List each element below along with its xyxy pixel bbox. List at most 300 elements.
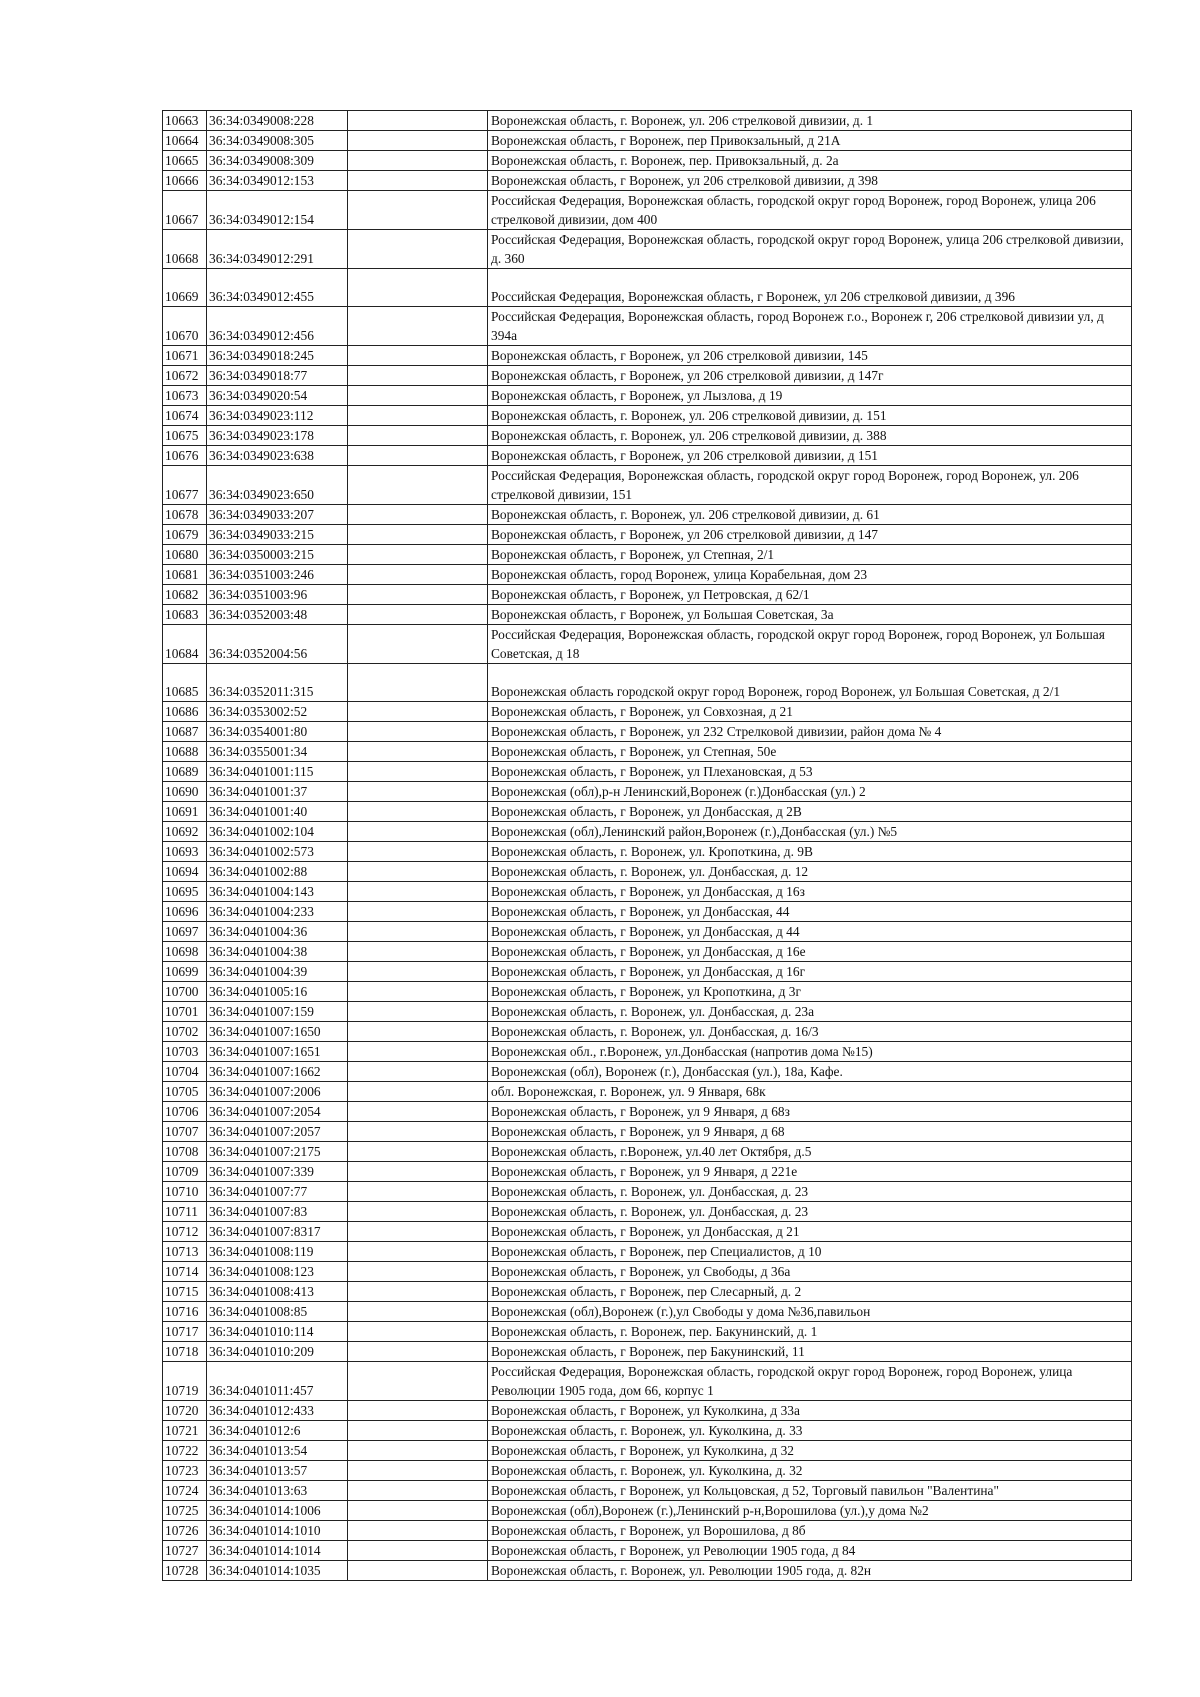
empty-cell [348,902,488,922]
empty-cell [348,1062,488,1082]
empty-cell [348,822,488,842]
empty-cell [348,406,488,426]
row-number: 10707 [163,1122,207,1142]
table-row [163,1222,1132,1242]
address: Воронежская (обл),Ленинский район,Воронеж (г.),Донбасская (ул.) №5 [488,822,1132,842]
cadastral-number: 36:34:0401008:119 [207,1242,348,1262]
table-row [163,922,1132,942]
empty-cell [348,782,488,802]
cadastral-number: 36:34:0349020:54 [207,386,348,406]
address: Воронежская область, г Воронеж, ул Большая Советская, 3а [488,605,1132,625]
empty-cell [348,565,488,585]
cadastral-number: 36:34:0401011:457 [207,1362,348,1401]
address: Воронежская область, г. Воронеж, пер. Привокзальный, д. 2а [488,151,1132,171]
address: Воронежская область, г. Воронеж, ул. 206 стрелковой дивизии, д. 388 [488,426,1132,446]
empty-cell [348,802,488,822]
empty-cell [348,1282,488,1302]
row-number: 10665 [163,151,207,171]
table-row [163,1561,1132,1581]
table-row [163,386,1132,406]
row-number: 10694 [163,862,207,882]
row-number: 10671 [163,346,207,366]
empty-cell [348,505,488,525]
address: Воронежская область, г Воронеж, пер Бакунинский, 11 [488,1342,1132,1362]
cadastral-number: 36:34:0401004:143 [207,882,348,902]
empty-cell [348,962,488,982]
row-number: 10692 [163,822,207,842]
row-number: 10722 [163,1441,207,1461]
cadastral-number: 36:34:0349033:215 [207,525,348,545]
cadastral-number: 36:34:0352003:48 [207,605,348,625]
registry-table [162,110,1132,1581]
row-number: 10705 [163,1082,207,1102]
address: Воронежская область, г Воронеж, пер Специалистов, д 10 [488,1242,1132,1262]
table-row [163,762,1132,782]
row-number: 10684 [163,625,207,664]
address: Воронежская область, г Воронеж, ул Кольцовская, д 52, Торговый павильон "Валентина" [488,1481,1132,1501]
row-number: 10719 [163,1362,207,1401]
table-row [163,1042,1132,1062]
empty-cell [348,1322,488,1342]
table-row [163,742,1132,762]
empty-cell [348,171,488,191]
cadastral-number: 36:34:0349008:305 [207,131,348,151]
cadastral-number: 36:34:0349008:228 [207,111,348,131]
row-number: 10709 [163,1162,207,1182]
cadastral-number: 36:34:0401013:63 [207,1481,348,1501]
cadastral-number: 36:34:0349012:291 [207,230,348,269]
address: Российская Федерация, Воронежская область, городской округ город Воронеж, город Воронеж, ул Большая Советская, д 18 [488,625,1132,664]
row-number: 10681 [163,565,207,585]
table-row [163,962,1132,982]
address: Воронежская область, г.Воронеж, ул.40 лет Октября, д.5 [488,1142,1132,1162]
empty-cell [348,1162,488,1182]
table-row [163,862,1132,882]
address: Воронежская область, г Воронеж, ул 9 Января, д 68з [488,1102,1132,1122]
table-row [163,230,1132,269]
row-number: 10724 [163,1481,207,1501]
table-row [163,722,1132,742]
cadastral-number: 36:34:0349023:178 [207,426,348,446]
row-number: 10697 [163,922,207,942]
address: Воронежская область, г. Воронеж, ул. Куколкина, д. 33 [488,1421,1132,1441]
cadastral-number: 36:34:0401008:123 [207,1262,348,1282]
row-number: 10708 [163,1142,207,1162]
cadastral-number: 36:34:0350003:215 [207,545,348,565]
address: Воронежская область, г Воронеж, ул 206 стрелковой дивизии, д 151 [488,446,1132,466]
address: Российская Федерация, Воронежская область, городской округ город Воронеж, город Воронеж, улица 206 стрелковой дивизии, дом 400 [488,191,1132,230]
table-row [163,842,1132,862]
cadastral-number: 36:34:0401001:115 [207,762,348,782]
address: Воронежская область, г. Воронеж, ул. 206 стрелковой дивизии, д. 151 [488,406,1132,426]
table-row [163,426,1132,446]
row-number: 10666 [163,171,207,191]
table-row [163,1162,1132,1182]
empty-cell [348,1441,488,1461]
cadastral-number: 36:34:0349008:309 [207,151,348,171]
empty-cell [348,191,488,230]
table-row [163,982,1132,1002]
table-row [163,585,1132,605]
table-row [163,1401,1132,1421]
address: Воронежская область, г. Воронеж, ул. 206 стрелковой дивизии, д. 1 [488,111,1132,131]
table-row [163,1342,1132,1362]
empty-cell [348,386,488,406]
cadastral-number: 36:34:0352011:315 [207,664,348,702]
empty-cell [348,525,488,545]
table-row [163,1461,1132,1481]
row-number: 10686 [163,702,207,722]
table-row [163,565,1132,585]
empty-cell [348,942,488,962]
cadastral-number: 36:34:0353002:52 [207,702,348,722]
table-row [163,1421,1132,1441]
row-number: 10725 [163,1501,207,1521]
cadastral-number: 36:34:0401007:2175 [207,1142,348,1162]
cadastral-number: 36:34:0401007:339 [207,1162,348,1182]
table-row [163,802,1132,822]
empty-cell [348,1122,488,1142]
row-number: 10680 [163,545,207,565]
address: Воронежская область, г. Воронеж, ул. Донбасская, д. 23 [488,1202,1132,1222]
address: Воронежская область, г. Воронеж, ул. Революции 1905 года, д. 82н [488,1561,1132,1581]
row-number: 10696 [163,902,207,922]
address: Воронежская область, г Воронеж, ул 206 стрелковой дивизии, д 147 [488,525,1132,545]
row-number: 10677 [163,466,207,505]
table-row [163,902,1132,922]
row-number: 10714 [163,1262,207,1282]
empty-cell [348,1202,488,1222]
empty-cell [348,1342,488,1362]
row-number: 10669 [163,269,207,307]
empty-cell [348,1222,488,1242]
empty-cell [348,426,488,446]
table-row [163,1102,1132,1122]
address: Воронежская (обл),р-н Ленинский,Воронеж (г.)Донбасская (ул.) 2 [488,782,1132,802]
empty-cell [348,545,488,565]
cadastral-number: 36:34:0401004:38 [207,942,348,962]
row-number: 10691 [163,802,207,822]
empty-cell [348,446,488,466]
row-number: 10683 [163,605,207,625]
empty-cell [348,1501,488,1521]
cadastral-number: 36:34:0401007:1651 [207,1042,348,1062]
cadastral-number: 36:34:0401007:159 [207,1002,348,1022]
address: Воронежская область, г Воронеж, ул Степная, 50е [488,742,1132,762]
address: Воронежская область, г Воронеж, ул Донбасская, д 21 [488,1222,1132,1242]
table-row [163,1062,1132,1082]
table-row [163,171,1132,191]
row-number: 10710 [163,1182,207,1202]
row-number: 10676 [163,446,207,466]
cadastral-number: 36:34:0349012:456 [207,307,348,346]
address: Воронежская область, г Воронеж, ул Совхозная, д 21 [488,702,1132,722]
empty-cell [348,1541,488,1561]
table-row [163,625,1132,664]
row-number: 10727 [163,1541,207,1561]
cadastral-number: 36:34:0355001:34 [207,742,348,762]
address: Воронежская область, г. Воронеж, ул. Донбасская, д. 12 [488,862,1132,882]
row-number: 10720 [163,1401,207,1421]
table-row [163,1022,1132,1042]
row-number: 10687 [163,722,207,742]
address: Воронежская область, г Воронеж, ул Донбасская, д 16г [488,962,1132,982]
address: Воронежская область, г Воронеж, ул Петровская, д 62/1 [488,585,1132,605]
cadastral-number: 36:34:0401012:433 [207,1401,348,1421]
row-number: 10664 [163,131,207,151]
cadastral-number: 36:34:0352004:56 [207,625,348,664]
row-number: 10723 [163,1461,207,1481]
address: Воронежская область, г Воронеж, ул Свободы, д 36а [488,1262,1132,1282]
cadastral-number: 36:34:0401012:6 [207,1421,348,1441]
table-row [163,505,1132,525]
table-row [163,1082,1132,1102]
empty-cell [348,307,488,346]
empty-cell [348,1022,488,1042]
table-row [163,1142,1132,1162]
cadastral-number: 36:34:0349023:112 [207,406,348,426]
row-number: 10674 [163,406,207,426]
address: Воронежская область, г Воронеж, ул Куколкина, д 32 [488,1441,1132,1461]
address: Воронежская область, г Воронеж, ул Донбасская, д 16з [488,882,1132,902]
empty-cell [348,742,488,762]
cadastral-number: 36:34:0401002:88 [207,862,348,882]
row-number: 10663 [163,111,207,131]
empty-cell [348,346,488,366]
cadastral-number: 36:34:0401007:1662 [207,1062,348,1082]
row-number: 10698 [163,942,207,962]
row-number: 10679 [163,525,207,545]
address: Воронежская область, г. Воронеж, пер. Бакунинский, д. 1 [488,1322,1132,1342]
empty-cell [348,1002,488,1022]
empty-cell [348,1262,488,1282]
cadastral-number: 36:34:0401007:77 [207,1182,348,1202]
address: Воронежская область, г. Воронеж, ул. Кропоткина, д. 9В [488,842,1132,862]
address: Воронежская область, г Воронеж, ул Лызлова, д 19 [488,386,1132,406]
row-number: 10728 [163,1561,207,1581]
cadastral-number: 36:34:0349012:153 [207,171,348,191]
table-row [163,1242,1132,1262]
address: Российская Федерация, Воронежская область, городской округ город Воронеж, город Воронеж, улица Революции 1905 года, дом 66, корпус 1 [488,1362,1132,1401]
table-row [163,1302,1132,1322]
row-number: 10717 [163,1322,207,1342]
cadastral-number: 36:34:0351003:96 [207,585,348,605]
address: Воронежская область, г Воронеж, ул 206 стрелковой дивизии, д 147г [488,366,1132,386]
table-row [163,1182,1132,1202]
row-number: 10675 [163,426,207,446]
cadastral-number: 36:34:0401008:413 [207,1282,348,1302]
address: Воронежская (обл),Воронеж (г.),ул Свободы у дома №36,павильон [488,1302,1132,1322]
table-row [163,1481,1132,1501]
cadastral-number: 36:34:0401007:8317 [207,1222,348,1242]
row-number: 10711 [163,1202,207,1222]
table-row [163,1282,1132,1302]
address: Воронежская область, г Воронеж, ул Кропоткина, д 3г [488,982,1132,1002]
cadastral-number: 36:34:0349023:638 [207,446,348,466]
address: Воронежская область, г. Воронеж, ул. 206 стрелковой дивизии, д. 61 [488,505,1132,525]
row-number: 10716 [163,1302,207,1322]
table-row [163,545,1132,565]
row-number: 10712 [163,1222,207,1242]
table-row [163,1441,1132,1461]
address: Воронежская область, г. Воронеж, ул. Донбасская, д. 16/3 [488,1022,1132,1042]
address: Воронежская область, г Воронеж, пер Привокзальный, д 21А [488,131,1132,151]
empty-cell [348,131,488,151]
empty-cell [348,1102,488,1122]
row-number: 10670 [163,307,207,346]
empty-cell [348,605,488,625]
row-number: 10695 [163,882,207,902]
cadastral-number: 36:34:0401004:233 [207,902,348,922]
empty-cell [348,151,488,171]
row-number: 10726 [163,1521,207,1541]
address: Воронежская область, г Воронеж, ул Степная, 2/1 [488,545,1132,565]
cadastral-number: 36:34:0401001:37 [207,782,348,802]
address: Воронежская область, г Воронеж, ул 206 стрелковой дивизии, д 398 [488,171,1132,191]
table-row [163,1262,1132,1282]
address: Воронежская область, город Воронеж, улица Корабельная, дом 23 [488,565,1132,585]
cadastral-number: 36:34:0401010:209 [207,1342,348,1362]
table-row [163,1002,1132,1022]
empty-cell [348,366,488,386]
row-number: 10706 [163,1102,207,1122]
empty-cell [348,1421,488,1441]
address: Воронежская область, г. Воронеж, ул. Куколкина, д. 32 [488,1461,1132,1481]
table-row [163,151,1132,171]
address: Воронежская область, г Воронеж, пер Слесарный, д. 2 [488,1282,1132,1302]
cadastral-number: 36:34:0349012:455 [207,269,348,307]
table-row [163,1501,1132,1521]
cadastral-number: 36:34:0401007:1650 [207,1022,348,1042]
table-row [163,1362,1132,1401]
address: Воронежская область, г Воронеж, ул Донбасская, д 2В [488,802,1132,822]
empty-cell [348,862,488,882]
address: Воронежская область, г Воронеж, ул 9 Января, д 68 [488,1122,1132,1142]
table-row [163,664,1132,702]
address: обл. Воронежская, г. Воронеж, ул. 9 Января, 68к [488,1082,1132,1102]
empty-cell [348,585,488,605]
cadastral-number: 36:34:0401007:2057 [207,1122,348,1142]
table-row [163,702,1132,722]
address: Воронежская область, г Воронеж, ул Плехановская, д 53 [488,762,1132,782]
row-number: 10685 [163,664,207,702]
address: Воронежская область, г Воронеж, ул Донбасская, д 44 [488,922,1132,942]
row-number: 10693 [163,842,207,862]
row-number: 10678 [163,505,207,525]
cadastral-number: 36:34:0401002:104 [207,822,348,842]
address: Воронежская область, г Воронеж, ул 9 Января, д 221е [488,1162,1132,1182]
cadastral-number: 36:34:0351003:246 [207,565,348,585]
row-number: 10713 [163,1242,207,1262]
empty-cell [348,1242,488,1262]
empty-cell [348,111,488,131]
table-row [163,406,1132,426]
cadastral-number: 36:34:0401013:54 [207,1441,348,1461]
address: Воронежская область, г Воронеж, ул Куколкина, д 33а [488,1401,1132,1421]
empty-cell [348,625,488,664]
table-row [163,1541,1132,1561]
row-number: 10689 [163,762,207,782]
address: Российская Федерация, Воронежская область, городской округ город Воронеж, город Воронеж, ул. 206 стрелковой дивизии, 151 [488,466,1132,505]
row-number: 10668 [163,230,207,269]
cadastral-number: 36:34:0401014:1010 [207,1521,348,1541]
row-number: 10703 [163,1042,207,1062]
table-row [163,1521,1132,1541]
empty-cell [348,1302,488,1322]
address: Воронежская область, г Воронеж, ул 232 Стрелковой дивизии, район дома № 4 [488,722,1132,742]
address: Воронежская область, г Воронеж, ул Донбасская, 44 [488,902,1132,922]
address: Российская Федерация, Воронежская область, г Воронеж, ул 206 стрелковой дивизии, д 396 [488,269,1132,307]
table-row [163,269,1132,307]
cadastral-number: 36:34:0401004:39 [207,962,348,982]
table-row [163,466,1132,505]
row-number: 10672 [163,366,207,386]
empty-cell [348,1561,488,1581]
address: Российская Федерация, Воронежская область, городской округ город Воронеж, улица 206 стрелковой дивизии, д. 360 [488,230,1132,269]
empty-cell [348,882,488,902]
table-row [163,1122,1132,1142]
cadastral-number: 36:34:0401004:36 [207,922,348,942]
empty-cell [348,1521,488,1541]
cadastral-number: 36:34:0401014:1006 [207,1501,348,1521]
cadastral-number: 36:34:0401007:83 [207,1202,348,1222]
empty-cell [348,1401,488,1421]
address: Воронежская область, г. Воронеж, ул. Донбасская, д. 23 [488,1182,1132,1202]
empty-cell [348,1182,488,1202]
row-number: 10688 [163,742,207,762]
table-row [163,525,1132,545]
empty-cell [348,664,488,702]
cadastral-number: 36:34:0401007:2006 [207,1082,348,1102]
row-number: 10702 [163,1022,207,1042]
address: Воронежская область, г Воронеж, ул Революции 1905 года, д 84 [488,1541,1132,1561]
empty-cell [348,1481,488,1501]
row-number: 10704 [163,1062,207,1082]
empty-cell [348,230,488,269]
table-row [163,942,1132,962]
address: Воронежская область, г Воронеж, ул 206 стрелковой дивизии, 145 [488,346,1132,366]
address: Воронежская (обл), Воронеж (г.), Донбасская (ул.), 18а, Кафе. [488,1062,1132,1082]
row-number: 10699 [163,962,207,982]
cadastral-number: 36:34:0401001:40 [207,802,348,822]
address: Воронежская область, г Воронеж, ул Ворошилова, д 8б [488,1521,1132,1541]
address: Воронежская (обл),Воронеж (г.),Ленинский р-н,Ворошилова (ул.),у дома №2 [488,1501,1132,1521]
address: Российская Федерация, Воронежская область, город Воронеж г.о., Воронеж г, 206 стрелковой дивизии ул, д 394а [488,307,1132,346]
address: Воронежская обл., г.Воронеж, ул.Донбасская (напротив дома №15) [488,1042,1132,1062]
row-number: 10682 [163,585,207,605]
empty-cell [348,466,488,505]
row-number: 10715 [163,1282,207,1302]
table-row [163,346,1132,366]
row-number: 10718 [163,1342,207,1362]
empty-cell [348,1142,488,1162]
row-number: 10673 [163,386,207,406]
table-row [163,307,1132,346]
table-row [163,366,1132,386]
cadastral-number: 36:34:0349018:245 [207,346,348,366]
cadastral-number: 36:34:0401014:1035 [207,1561,348,1581]
cadastral-number: 36:34:0401002:573 [207,842,348,862]
cadastral-number: 36:34:0349033:207 [207,505,348,525]
cadastral-number: 36:34:0349018:77 [207,366,348,386]
address: Воронежская область городской округ город Воронеж, город Воронеж, ул Большая Советская, д 2/1 [488,664,1132,702]
cadastral-number: 36:34:0401010:114 [207,1322,348,1342]
cadastral-number: 36:34:0401008:85 [207,1302,348,1322]
table-row [163,191,1132,230]
table-row [163,131,1132,151]
table-row [163,111,1132,131]
address: Воронежская область, г. Воронеж, ул. Донбасская, д. 23а [488,1002,1132,1022]
